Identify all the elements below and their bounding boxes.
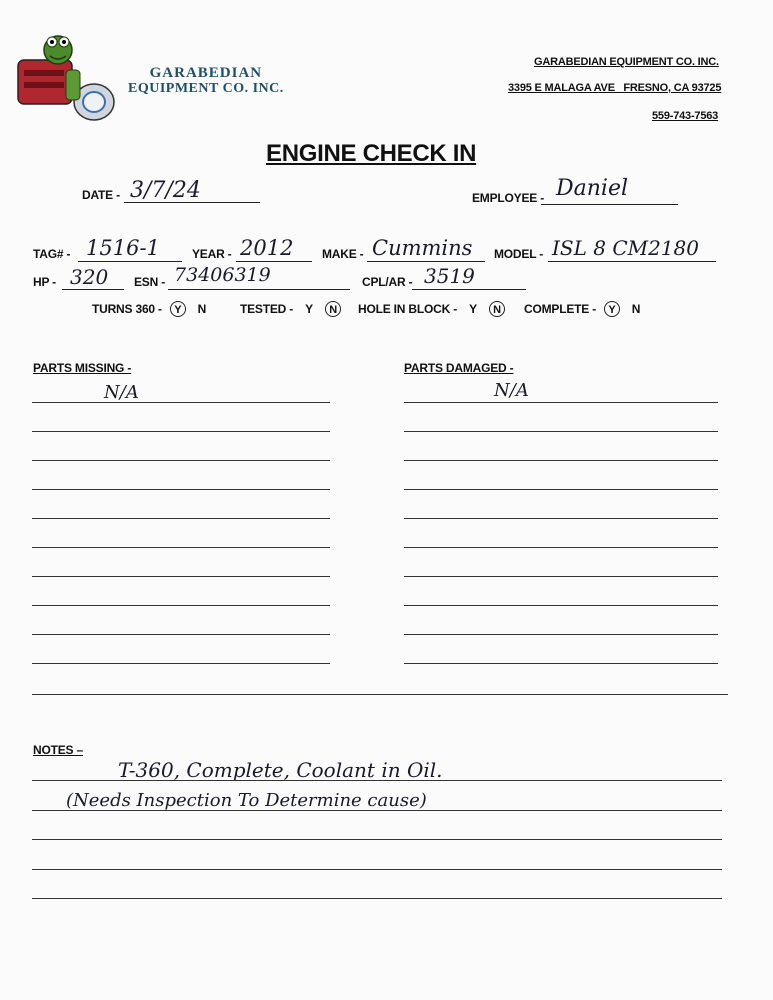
frog-mascot-icon <box>14 30 119 122</box>
esn-label: ESN - <box>134 275 166 289</box>
notes-label: NOTES – <box>33 743 83 757</box>
parts-missing-line <box>32 547 330 548</box>
notes-line <box>32 869 722 870</box>
notes-line <box>32 839 722 840</box>
complete-group <box>524 301 644 317</box>
hole-in-block-no-option[interactable]: N <box>489 301 505 317</box>
notes-line <box>32 780 722 781</box>
logo-line-2: EQUIPMENT CO. INC. <box>128 81 284 96</box>
parts-missing-line <box>32 402 330 403</box>
tested-group <box>240 301 341 317</box>
parts-missing-label: PARTS MISSING - <box>33 361 132 375</box>
parts-missing-line <box>32 518 330 519</box>
parts-damaged-line <box>404 460 718 461</box>
model-field[interactable]: ISL 8 CM2180 <box>552 236 700 260</box>
cplar-label: CPL/AR - <box>362 275 413 289</box>
parts-damaged-line <box>404 576 718 577</box>
model-label: MODEL - <box>494 247 544 261</box>
make-field[interactable]: Cummins <box>372 236 473 260</box>
watermark: ​ <box>228 641 232 707</box>
parts-missing-field[interactable]: N/A <box>104 382 139 403</box>
parts-damaged-label: PARTS DAMAGED - <box>404 361 514 375</box>
parts-missing-line <box>32 489 330 490</box>
company-phone: 559-743-7563 <box>652 110 719 122</box>
parts-missing-line <box>32 431 330 432</box>
logo-text <box>128 66 284 96</box>
date-label: DATE - <box>82 188 120 202</box>
parts-missing-line <box>32 460 330 461</box>
turns-360-label: TURNS 360 - <box>92 302 162 316</box>
parts-damaged-line <box>404 402 718 403</box>
notes-line-1[interactable]: T-360, Complete, Coolant in Oil. <box>118 758 443 782</box>
parts-damaged-line <box>404 605 718 606</box>
hp-underline <box>62 289 124 290</box>
parts-damaged-line <box>404 663 718 664</box>
notes-line-2[interactable]: (Needs Inspection To Determine cause) <box>66 790 427 811</box>
turns-360-group <box>92 301 210 317</box>
esn-field[interactable]: 73406319 <box>174 264 271 286</box>
hp-field[interactable]: 320 <box>70 265 109 289</box>
cplar-underline <box>412 289 526 290</box>
complete-label: COMPLETE - <box>524 302 596 316</box>
company-address: 3395 E MALAGA AVE FRESNO, CA 93725 <box>508 82 722 94</box>
make-label: MAKE - <box>322 247 364 261</box>
parts-missing-line <box>32 605 330 606</box>
hp-label: HP - <box>33 275 56 289</box>
parts-missing-line <box>32 576 330 577</box>
section-divider <box>32 694 728 695</box>
esn-underline <box>168 289 350 290</box>
parts-missing-line <box>32 663 330 664</box>
parts-damaged-line <box>404 431 718 432</box>
tested-no-option[interactable]: N <box>325 301 341 317</box>
company-logo <box>14 30 119 122</box>
parts-damaged-line <box>404 489 718 490</box>
notes-line <box>32 810 722 811</box>
employee-underline <box>541 204 678 205</box>
turns-360-yes-option[interactable]: Y <box>170 301 186 317</box>
form-title: ENGINE CHECK IN <box>266 140 477 167</box>
make-underline <box>367 261 485 262</box>
turns-360-no-option[interactable]: N <box>197 302 207 316</box>
tested-yes-option[interactable]: Y <box>305 302 313 316</box>
complete-no-option[interactable]: N <box>631 302 641 316</box>
employee-label: EMPLOYEE - <box>472 191 545 205</box>
notes-line <box>32 898 722 899</box>
parts-damaged-line <box>404 547 718 548</box>
hole-in-block-group <box>358 301 505 317</box>
tag-label: TAG# - <box>33 247 71 261</box>
year-field[interactable]: 2012 <box>240 236 294 260</box>
parts-damaged-field[interactable]: N/A <box>494 380 529 401</box>
date-field[interactable]: 3/7/24 <box>130 178 201 203</box>
model-underline <box>548 261 716 262</box>
parts-damaged-line <box>404 518 718 519</box>
tag-field[interactable]: 1516-1 <box>86 236 160 260</box>
logo-line-1: GARABEDIAN <box>149 65 263 81</box>
year-label: YEAR - <box>192 247 232 261</box>
complete-yes-option[interactable]: Y <box>604 301 620 317</box>
employee-field[interactable]: Daniel <box>556 176 629 201</box>
tested-label: TESTED - <box>240 302 294 316</box>
parts-missing-line <box>32 634 330 635</box>
hole-in-block-label: HOLE IN BLOCK - <box>358 302 457 316</box>
cplar-field[interactable]: 3519 <box>424 264 475 288</box>
hole-in-block-yes-option[interactable]: Y <box>469 302 477 316</box>
year-underline <box>236 261 312 262</box>
tag-underline <box>78 261 182 262</box>
parts-damaged-line <box>404 634 718 635</box>
company-name: GARABEDIAN EQUIPMENT CO. INC. <box>534 56 719 68</box>
